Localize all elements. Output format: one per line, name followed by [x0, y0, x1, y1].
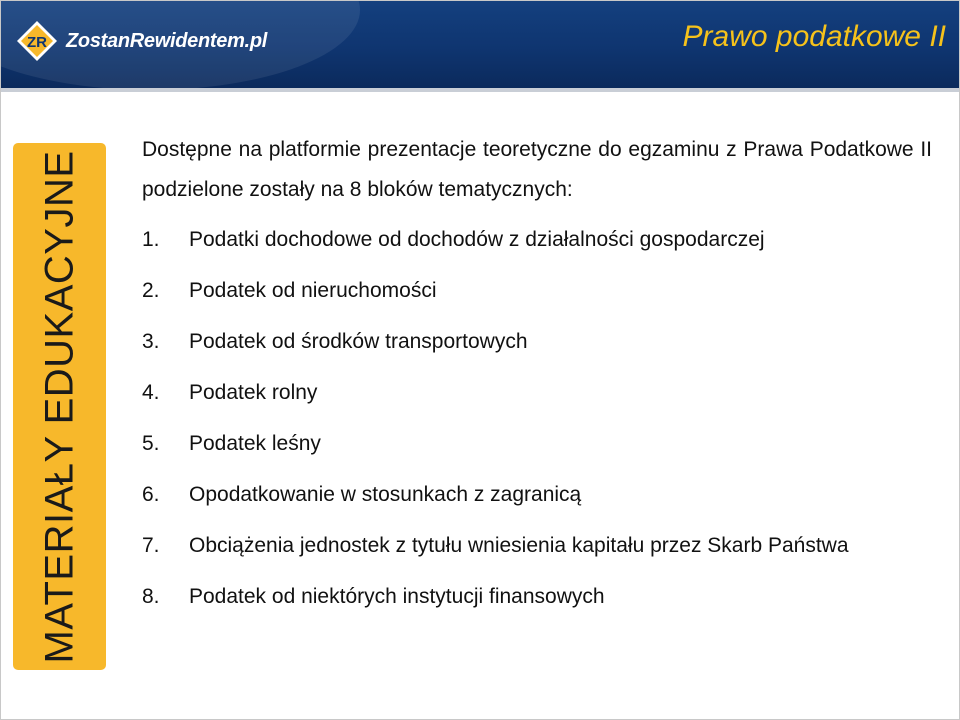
content-area: [142, 130, 932, 628]
side-label-box: [13, 143, 106, 670]
header-bar: [0, 0, 960, 88]
side-label-text: MATERIAŁY EDUKACYJNE: [37, 149, 81, 664]
list-item-number: 8.: [142, 585, 160, 608]
list-item-text: Podatek od niektórych instytucji finansowych: [189, 585, 605, 608]
list-item-number: 3.: [142, 330, 160, 353]
list-item: [142, 424, 932, 464]
list-item-text: Podatek od środków transportowych: [189, 330, 528, 353]
zr-logo-icon: [16, 20, 58, 62]
list-item-number: 4.: [142, 381, 160, 404]
list-item-number: 5.: [142, 432, 160, 455]
list-item-text: Obciążenia jednostek z tytułu wniesienia kapitału przez Skarb Państwa: [189, 534, 849, 557]
topic-list: [142, 220, 932, 617]
list-item: [142, 220, 932, 260]
list-item-text: Opodatkowanie w stosunkach z zagranicą: [189, 483, 582, 506]
list-item: [142, 322, 932, 362]
list-item-text: Podatek od nieruchomości: [189, 279, 437, 302]
list-item: [142, 475, 932, 515]
list-item: [142, 271, 932, 311]
page-title: Prawo podatkowe II: [682, 20, 946, 53]
svg-text:ZR: ZR: [27, 34, 47, 51]
list-item-number: 1.: [142, 228, 160, 251]
list-item: [142, 373, 932, 413]
list-item-number: 6.: [142, 483, 160, 506]
list-item: [142, 577, 932, 617]
intro-paragraph: Dostępne na platformie prezentacje teoretyczne do egzaminu z Prawa Podatkowe II podzielone zostały na 8 bloków tematycznych:: [142, 138, 932, 201]
list-item-text: Podatek rolny: [189, 381, 318, 404]
list-item-text: Podatek leśny: [189, 432, 321, 455]
list-item-number: 2.: [142, 279, 160, 302]
logo[interactable]: [16, 20, 267, 62]
list-item-text: Podatki dochodowe od dochodów z działalności gospodarczej: [189, 228, 765, 251]
list-item: [142, 526, 932, 566]
list-item-number: 7.: [142, 534, 160, 557]
logo-text: ZostanRewidentem.pl: [66, 29, 267, 52]
header-divider: [0, 88, 960, 92]
